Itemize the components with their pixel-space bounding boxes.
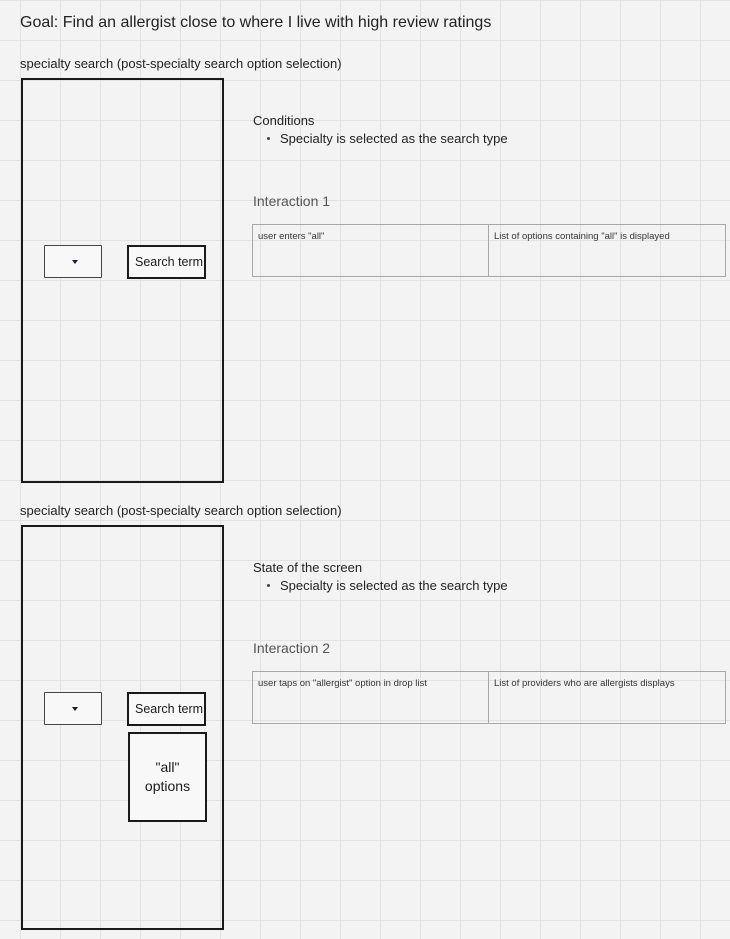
phone-wireframe-1 [21,78,224,483]
frame-2-label: specialty search (post-specialty search option selection) [20,503,342,518]
condition-item-1 [266,131,508,146]
interaction-label-2: Interaction 2 [253,640,331,656]
interaction-table-2 [252,671,726,724]
bullet-icon [267,137,270,140]
search-type-dropdown-1[interactable] [44,245,102,278]
phone-wireframe-2 [21,525,224,930]
search-input-1[interactable]: Search term [127,245,206,279]
frame-1-label: specialty search (post-specialty search option selection) [20,56,342,71]
condition-text-1: Specialty is selected as the search type [280,131,508,146]
chevron-down-icon [72,260,78,264]
search-input-2[interactable]: Search term [127,692,206,726]
condition-text-2: Specialty is selected as the search type [280,578,508,593]
chevron-down-icon [72,707,78,711]
interaction-label-1: Interaction 1 [253,193,331,209]
interaction-action-2: user taps on "allergist" option in drop list [253,672,489,723]
conditions-heading-1: Conditions [253,113,315,128]
options-dropdown-list[interactable]: "all" options [128,732,207,822]
bullet-icon [267,584,270,587]
interaction-action-1: user enters "all" [253,225,489,276]
condition-item-2 [266,578,508,593]
interaction-result-1: List of options containing "all" is displayed [494,231,670,242]
conditions-heading-2: State of the screen [253,560,363,575]
search-type-dropdown-2[interactable] [44,692,102,725]
goal-title: Goal: Find an allergist close to where I live with high review ratings [20,14,492,31]
interaction-table-1 [252,224,726,277]
interaction-result-2: List of providers who are allergists displays [494,678,675,689]
